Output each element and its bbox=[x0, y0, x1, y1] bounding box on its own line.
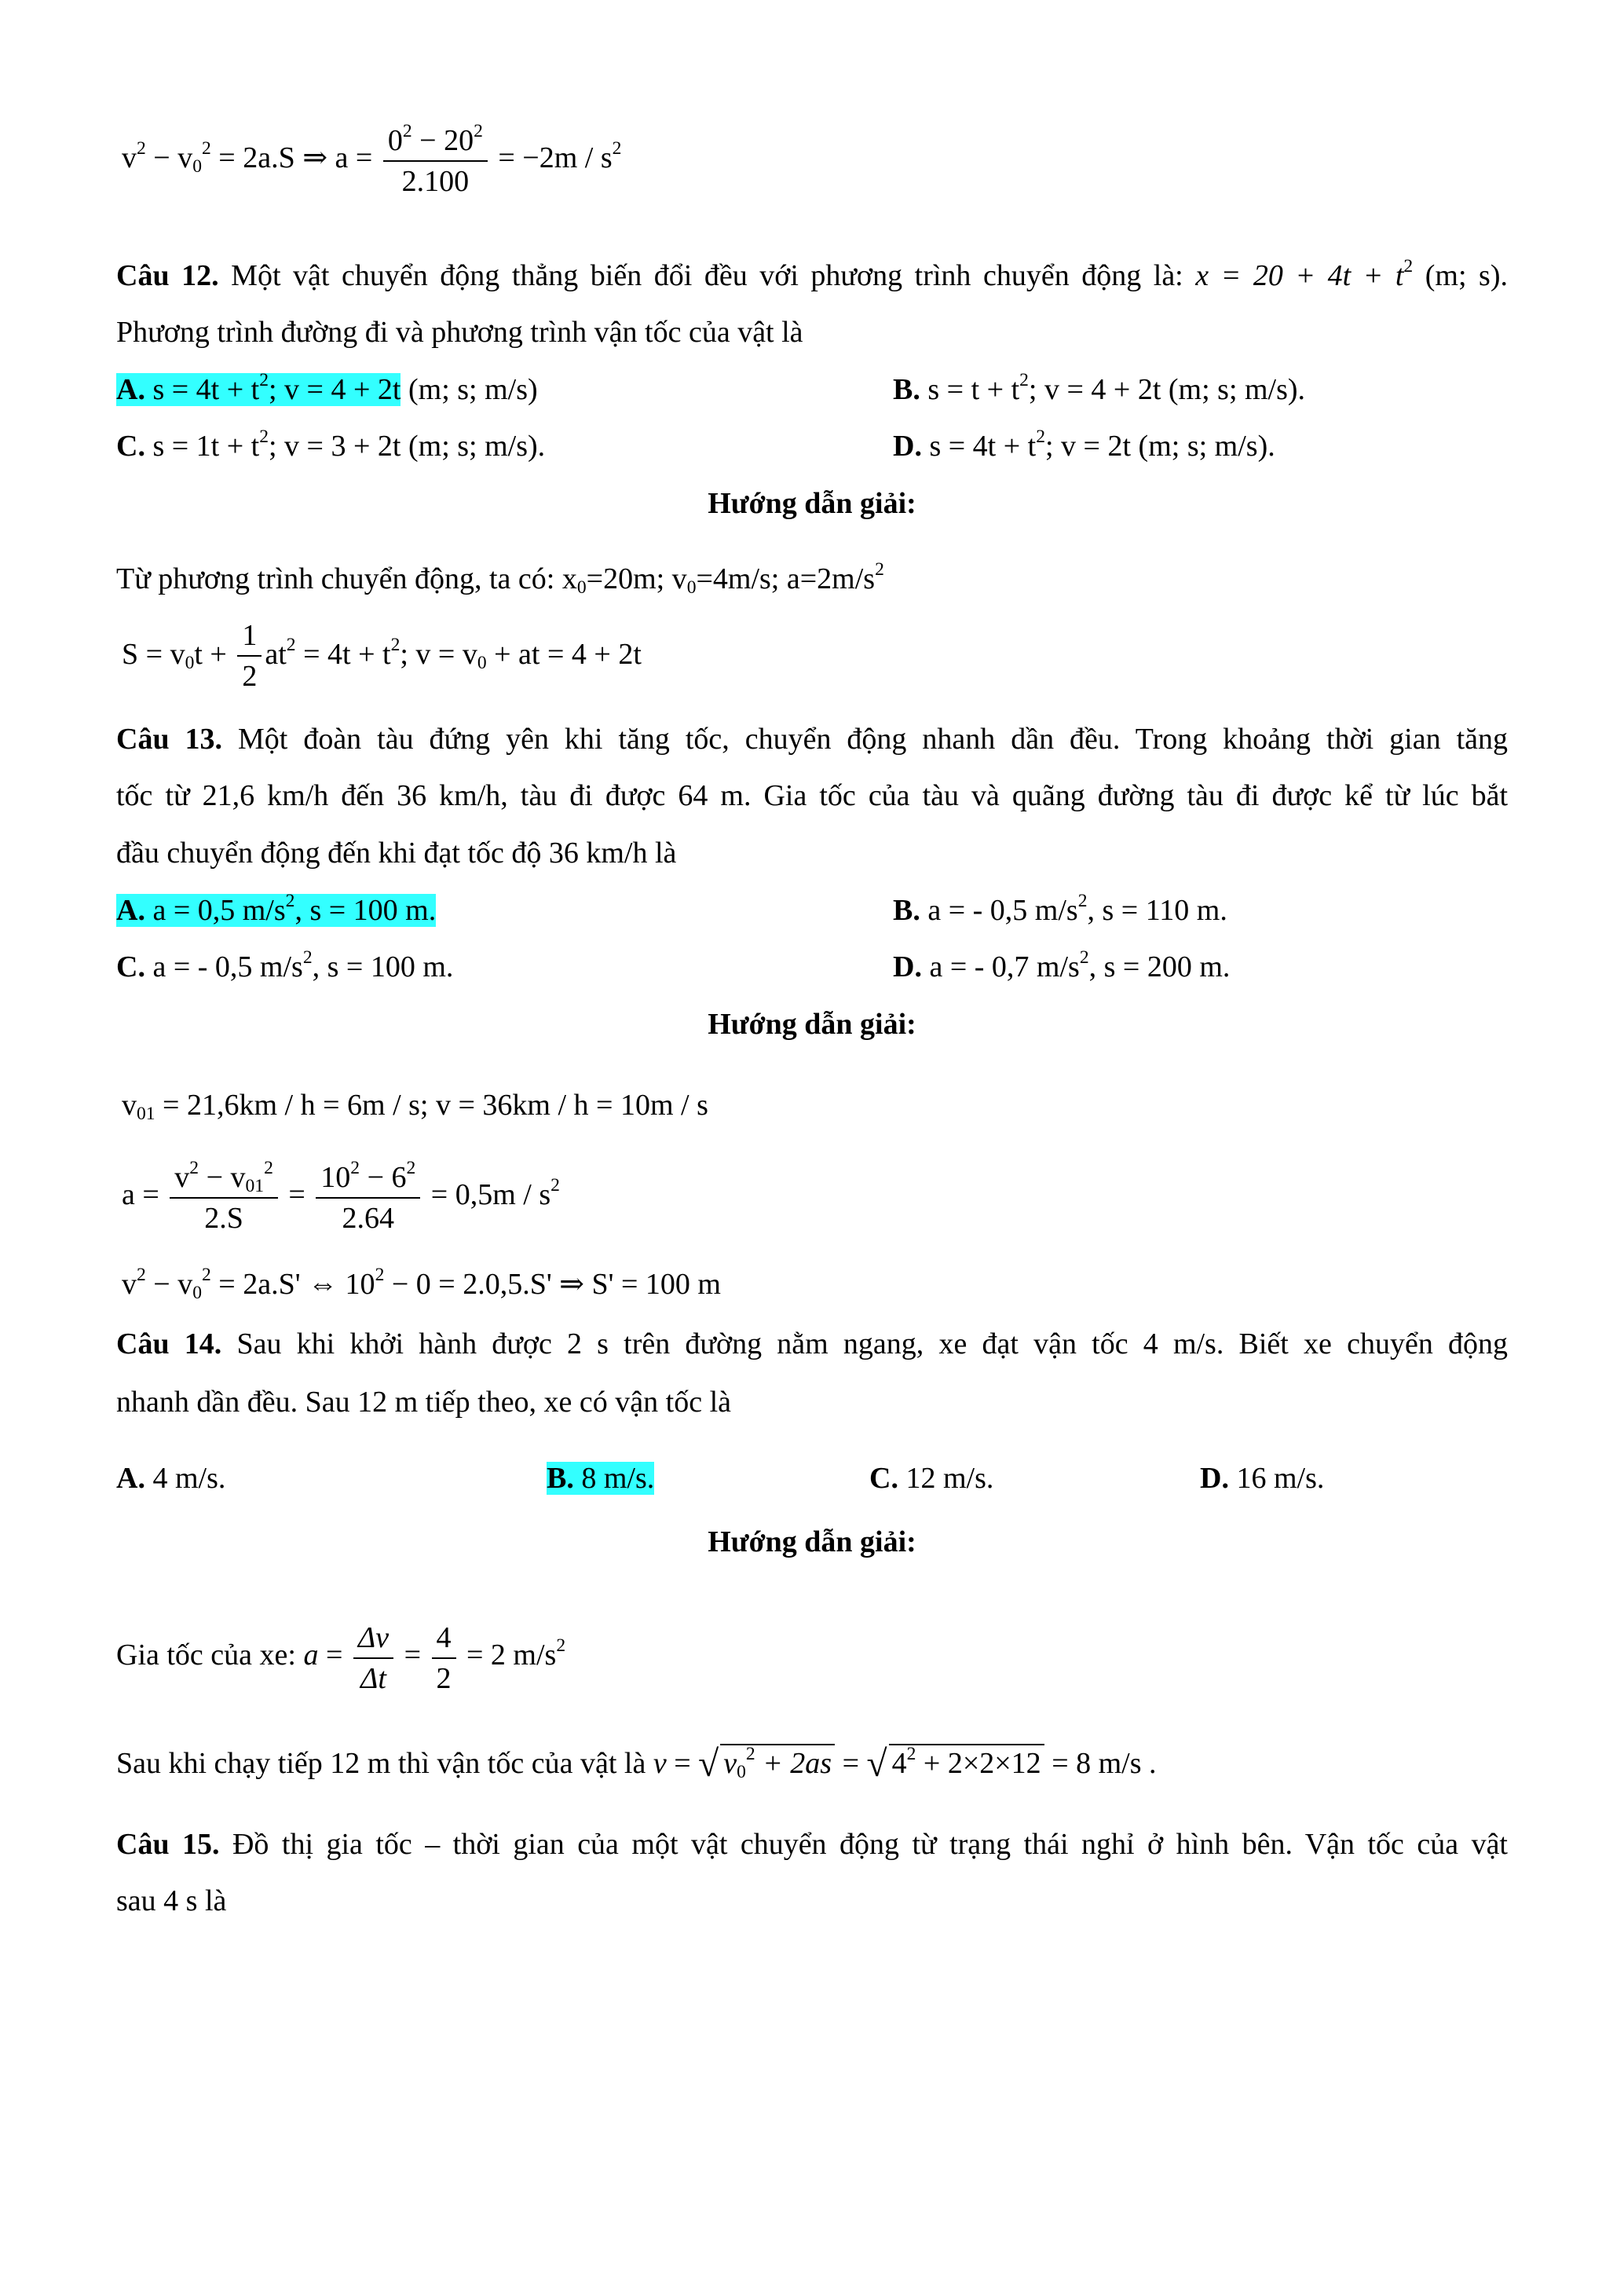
q12-option-c[interactable]: C. $s = 1t + t^2$; v = 3 + 2t (m; s; m/s). bbox=[116, 427, 546, 463]
q12-stem-line1: Câu 12. Một vật chuyển động thẳng biến đổi đều với phương trình chuyển động là: $x = 20 + 4t + t^2$ (m; s). bbox=[116, 256, 1508, 292]
q12-stem-line2: Phương trình đường đi và phương trình vận tốc của vật là bbox=[116, 316, 803, 349]
q13-option-c[interactable]: C. a = - 0,5 $m/s^2$, s = 100 m. bbox=[116, 947, 454, 983]
q13-label: Câu 13. bbox=[116, 723, 223, 756]
q14-option-d[interactable]: D. 16 m/s. bbox=[1200, 1462, 1325, 1495]
q14-stem-line1: Câu 14. Sau khi khởi hành được 2 s trên đường nằm ngang, xe đạt vận tốc 4 m/s. Biết xe chuyển động bbox=[116, 1327, 1509, 1360]
q13-option-a[interactable]: A. a = 0,5 $m/s^2$, s = 100 m. bbox=[116, 891, 437, 927]
q12-guide-heading: Hướng dẫn giải: bbox=[708, 487, 916, 520]
q14-label: Câu 14. bbox=[116, 1327, 222, 1360]
q15-stem-line1: Câu 15. Đồ thị gia tốc – thời gian của một vật chuyển động từ trạng thái nghỉ ở hình bên. Vận tốc của vật bbox=[116, 1828, 1508, 1861]
q14-solution-line1: Gia tốc của xe: a = $\frac{\Delta v}{\Delta t}$ = $\frac{4}{2}$ = 2 $m/s^2$ bbox=[116, 1621, 566, 1695]
q13-solution-line2: a = $\frac{v^2 - v_{01}^2}{2.S}$ = $\frac{10^2 - 6^2}{2.64}$ = $0,5m / s^2$ bbox=[122, 1158, 560, 1235]
q14-option-a[interactable]: A. 4 m/s. bbox=[116, 1462, 226, 1495]
q12-option-d[interactable]: D. $s = 4t + t^2$; v = 2t (m; s; m/s). bbox=[893, 427, 1275, 463]
q15-label: Câu 15. bbox=[116, 1828, 220, 1861]
q13-option-b[interactable]: B. a = - 0,5 $m/s^2$, s = 110 m. bbox=[893, 891, 1227, 927]
q14-option-b[interactable]: B. 8 m/s. bbox=[547, 1462, 655, 1495]
q12-solution-line1: Từ phương trình chuyển động, ta có: $x_0=20m$; $v_0=4m/s$; $a=2m/s^2$ bbox=[116, 559, 884, 598]
q14-solution-line2: Sau khi chạy tiếp 12 m thì vận tốc của vật là v = √ $v_0^2 + 2as$ = √ $4^2 + 2\times 2\times 12 = 8$ m/s . bbox=[116, 1744, 1157, 1785]
top-formula: $v^2 - v_0^2 = 2a.S$ ⇒ a = $\frac{0^2 - 20^2}{2.100}$ = $-2m / s^2$ bbox=[122, 121, 622, 198]
q14-stem-line2: nhanh dần đều. Sau 12 m tiếp theo, xe có vận tốc là bbox=[116, 1386, 732, 1419]
q13-solution-line3: $v^2 - v_0^2 = 2a.S'$ ⇔ $10^2 - 0 = 2.0,5.S'$ ⇒ S' = 100 m bbox=[122, 1265, 721, 1303]
q12-solution-line2: $S = v_0t$ + $\frac{1}{2}$ $at^2 = 4t + t^2$; $v = v_0$ + at = 4 + 2t bbox=[122, 619, 642, 693]
q12-option-b[interactable]: B. $s = t + t^2$; v = 4 + 2t (m; s; m/s). bbox=[893, 370, 1306, 406]
q12-label: Câu 12. bbox=[116, 259, 219, 292]
q13-stem-line3: đầu chuyển động đến khi đạt tốc độ 36 km/h là bbox=[116, 837, 677, 870]
q13-stem-line1: Câu 13. Một đoàn tàu đứng yên khi tăng tốc, chuyển động nhanh dần đều. Trong khoảng thời gian tăng bbox=[116, 723, 1508, 756]
q15-stem-line2: sau 4 s là bbox=[116, 1884, 227, 1917]
q12-option-a[interactable]: A. $s = 4t + t^2$; v = 4 + 2t (m; s; m/s) bbox=[116, 370, 538, 406]
q13-solution-line1: $v_{01} = 21,6km / h = 6m / s$; v = 36km / h = 10m / s bbox=[122, 1089, 708, 1124]
q14-guide-heading: Hướng dẫn giải: bbox=[708, 1525, 916, 1558]
q13-guide-heading: Hướng dẫn giải: bbox=[708, 1008, 916, 1041]
q13-option-d[interactable]: D. a = - 0,7 $m/s^2$, s = 200 m. bbox=[893, 947, 1231, 983]
q14-option-c[interactable]: C. 12 m/s. bbox=[869, 1462, 994, 1495]
q13-stem-line2: tốc từ 21,6 km/h đến 36 km/h, tàu đi được 64 m. Gia tốc của tàu và quãng đường tàu đi được kể từ lúc bắt bbox=[116, 779, 1508, 812]
